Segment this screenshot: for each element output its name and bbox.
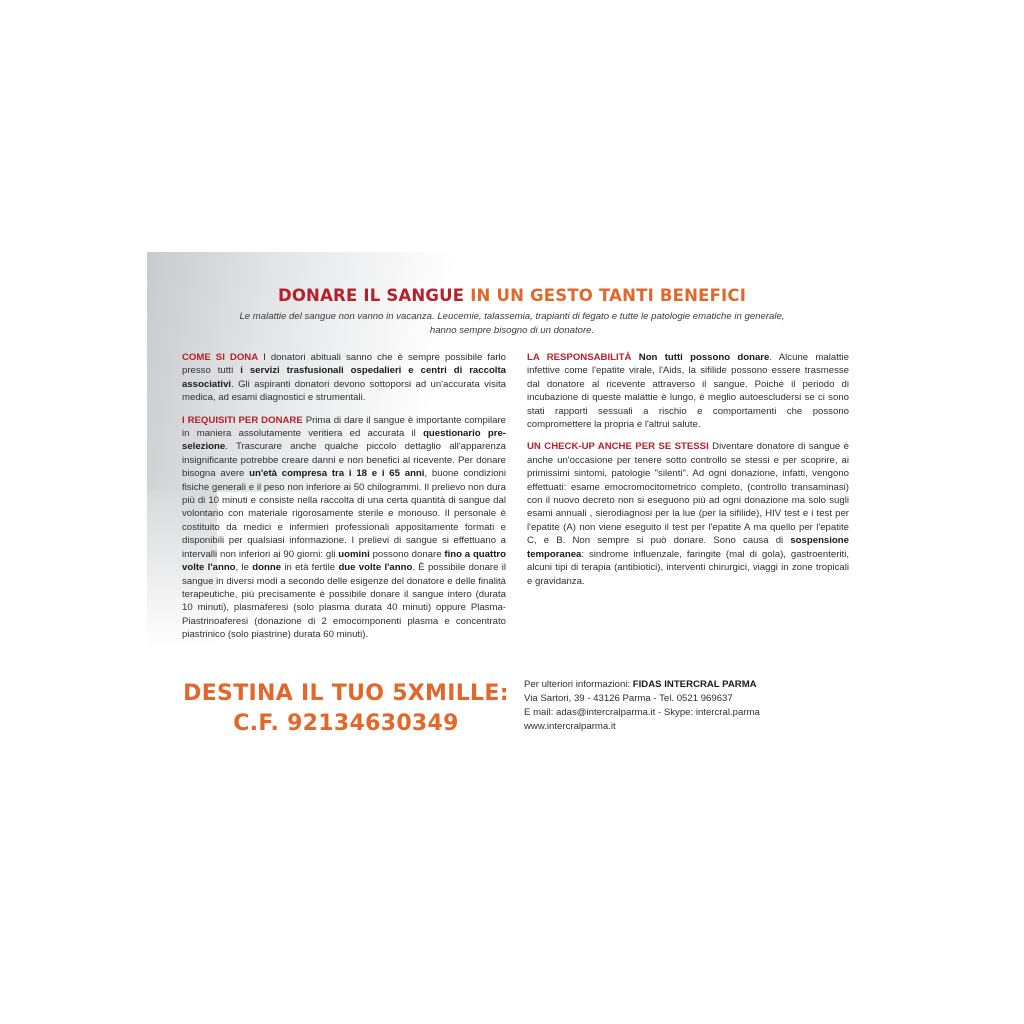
contact-info [524, 678, 854, 734]
section-checkup [527, 440, 849, 587]
info-address: Via Sartori, 39 - 43126 Parma - Tel. 0521 969637 [524, 693, 733, 704]
cta-line-1: DESTINA IL TUO 5XMILLE: [183, 681, 509, 706]
body-text: in età fertile [281, 562, 339, 574]
bold-text: donne [252, 562, 282, 574]
section-heading: I REQUISITI PER DONARE [182, 414, 303, 426]
cta-line-2: C.F. 92134630349 [233, 711, 459, 736]
body-text: I donatori abituali sanno che è sempre possibile farlo presso tutti [182, 352, 506, 377]
info-contacts[interactable]: E mail: adas@intercralparma.it - Skype: intercral.parma [524, 707, 760, 718]
info-website-link[interactable]: www.intercralparma.it [524, 721, 616, 732]
body-text: . È possibile donare il sangue in diversi modi a secondo delle esigenze del donatore e delle finalità terapeutiche, più precisamente è possibile donare il sangue intero (durata 10 minuti), plasmaferesi (solo plasma durata 40 minuti) oppure Plasma-Piastrinoaferesi (donazione di 2 emocomponenti plasma e concentrato piastrinico (solo piastrine) durata 60 minuti). [182, 562, 506, 641]
tax-donation-callout [166, 679, 526, 739]
bold-text: uomini [338, 548, 370, 560]
right-column [527, 351, 849, 597]
info-prefix: Per ulteriori informazioni: [524, 679, 633, 690]
body-text: Prima di dare il sangue è importante compilare in maniera assolutamente veritiera ed accurata il [182, 414, 506, 440]
bold-text: questionario pre-selezione [182, 428, 506, 453]
section-responsabilita [527, 351, 849, 431]
body-text: possono donare [369, 548, 445, 560]
body-text: . Trascurare anche qualche piccolo dettaglio all'apparenza insignificante potrebbe creare danni e non benefici al ricevente. Per donare bisogna avere [182, 441, 506, 480]
bold-text: fino a quattro volte l'anno [182, 548, 506, 574]
subtitle-line-2: hanno sempre bisogno di un donatore. [429, 325, 595, 336]
section-come-si-dona [182, 351, 506, 405]
body-text: , buone condizioni fisiche generali e il peso non inferiore ai 50 chilogrammi. Il prelievo non dura più di 10 minuti e consiste nella raccolta di una certa quantità di sangue dal volontario con materiale rigorosamente sterile e monouso. Il personale è costituito da medici e infermieri professionali appositamente formati e disponibili per qualsiasi informazione. I prelievi di sangue si effettuano a intervalli non inferiori ai 90 giorni: gli [182, 468, 507, 560]
body-text: . Gli aspiranti donatori devono sottoporsi ad un'accurata visita medica, ad esami diagnostici e strumentali. [182, 378, 506, 404]
bold-text: sospensione temporanea [527, 535, 849, 560]
subtitle-line-1: Le malattie del sangue non vanno in vacanza. Leucemie, talassemia, trapianti di fegato e tutte le patologie ematiche in generale, [239, 311, 785, 322]
section-heading: UN CHECK-UP ANCHE PER SE STESSI [527, 441, 709, 453]
left-column [182, 351, 506, 651]
title-part-2: IN UN GESTO TANTI BENEFICI [470, 286, 747, 305]
info-line-org [524, 678, 854, 692]
page-title [147, 286, 877, 305]
page-subtitle [147, 310, 877, 338]
bold-text: due volte l'anno [338, 562, 413, 574]
body-text: . Alcune malattie infettive come l'epatite virale, l'Aids, la sifilide possono essere trasmesse dal donatore al ricevente attraverso il sangue. Poiché il periodo di incubazione di queste malattie è lungo, è meglio autoescludersi se ci sono stati rapporti sessuali a rischio e comportamenti che possono compromettere la propria e l'altrui salute. [527, 352, 849, 431]
body-text: Diventare donatore di sangue è anche un'occasione per tenere sotto controllo se stessi e per scoprire, ai primissimi sintomi, patologie "silenti". Ad ogni donazione, infatti, vengono effettuati: esame emocromocitometrico completo, (controllo transaminasi) con il nuovo decreto non si eseguono più ad ogni donazione ma solo sugli esami annuali , sierodiagnosi per la lue (per la sifilide), HIV test e i test per l'epatite (A) non viene eseguito il test per l'epatite A ma quello per l'epatite C, e B. Non sempre si può donare. Sono causa di [527, 441, 849, 547]
title-part-1: DONARE IL SANGUE [277, 286, 465, 305]
bold-text: un'età compresa tra i 18 e i 65 anni [249, 468, 425, 480]
body-text: , le [235, 562, 253, 574]
bold-text: Non tutti possono donare [631, 352, 770, 363]
bold-text: i servizi trasfusionali ospedalieri e centri di raccolta associativi [182, 365, 506, 390]
section-requisiti [182, 414, 506, 642]
section-heading: LA RESPONSABILITÀ [527, 352, 632, 363]
organization-name: FIDAS INTERCRAL PARMA [632, 679, 757, 690]
section-heading: COME SI DONA [182, 352, 259, 363]
body-text: : sindrome influenzale, faringite (mal di gola), gastroenteriti, alcuni tipi di terapia (antibiotici), interventi chirurgici, viaggi in zone tropicali e gravidanza. [527, 548, 849, 587]
